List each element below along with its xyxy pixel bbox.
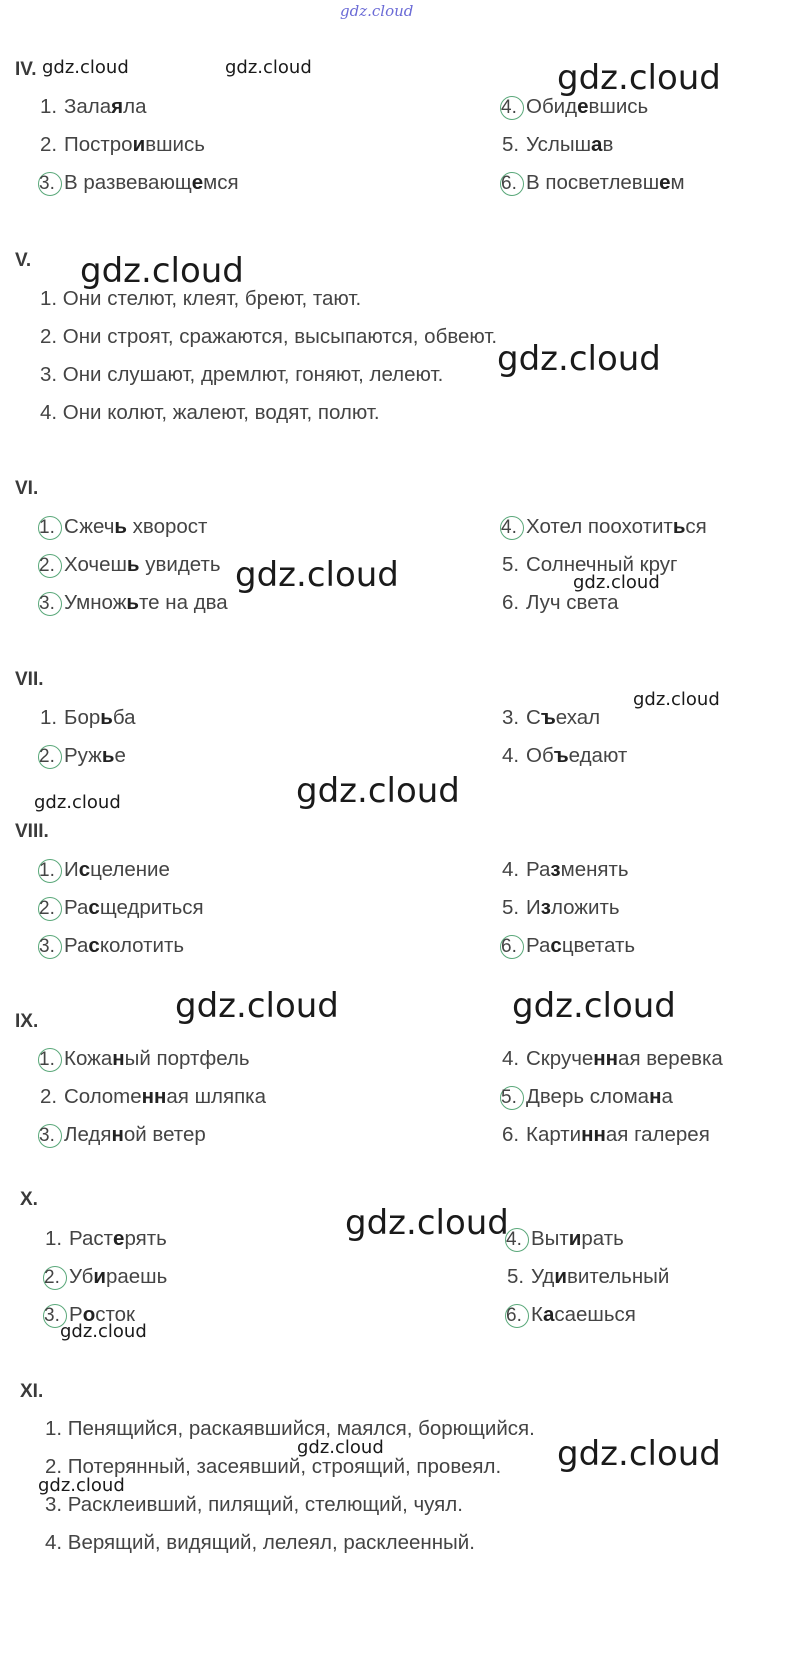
watermark: gdz.cloud (296, 771, 460, 811)
highlighted-letter: ъ (540, 706, 556, 729)
item-text: Раст (69, 1227, 114, 1250)
answer-item (502, 133, 613, 157)
item-text: м (670, 171, 685, 194)
highlighted-letter: ь (672, 515, 686, 538)
section-v-line-3: 3. Они слушают, дремлют, гоняют, лелеют. (40, 363, 444, 386)
circled-number: 1. (38, 859, 62, 883)
highlighted-letter: нн (593, 1047, 619, 1070)
watermark: gdz.cloud (42, 57, 129, 78)
highlighted-letter: н (111, 1123, 124, 1146)
item-text: цветать (561, 934, 636, 957)
answer-item (40, 171, 239, 196)
answer-item (40, 706, 136, 730)
item-text: Хочеш (64, 553, 127, 576)
item-text: вительный (567, 1265, 670, 1288)
item-text: Солнечный круг (526, 553, 678, 576)
item-text: рять (124, 1227, 167, 1250)
circled-number: 2. (43, 1266, 67, 1290)
circled-number: 2. (38, 897, 62, 921)
circled-number: 1. (38, 1048, 62, 1072)
watermark: gdz.cloud (80, 251, 244, 291)
item-text: Ледя (64, 1123, 112, 1146)
watermark: gdz.cloud (512, 986, 676, 1026)
item-number: 1. (40, 706, 58, 729)
item-text: мся (203, 171, 239, 194)
item-text: ла (123, 95, 147, 118)
item-number: 4. (502, 744, 520, 767)
watermark: gdz.cloud (573, 572, 660, 593)
watermark: gdz.cloud (38, 1475, 125, 1496)
item-text: е (114, 744, 126, 767)
answer-item (502, 515, 707, 540)
highlighted-letter: с (88, 934, 100, 957)
highlighted-letter: з (550, 858, 561, 881)
highlighted-letter: з (540, 896, 551, 919)
answer-item (507, 1227, 624, 1252)
answer-item (40, 858, 170, 883)
item-number: 5. (502, 896, 520, 919)
watermark: gdz.cloud (557, 1434, 721, 1474)
item-text: Кожа (64, 1047, 113, 1070)
item-text: Р (69, 1303, 83, 1326)
circled-number: 5. (500, 1086, 524, 1110)
item-text: Об (526, 744, 554, 767)
answer-item (45, 1303, 135, 1328)
highlighted-letter: и (568, 1227, 582, 1250)
watermark: gdz.cloud (34, 792, 121, 813)
item-number: 2. (40, 1085, 58, 1108)
circled-number: 2. (38, 745, 62, 769)
answer-item (502, 706, 600, 730)
answer-item (502, 171, 685, 196)
item-text: вшись (588, 95, 649, 118)
section-v-line-1: 1. Они стелют, клеят, бреют, тают. (40, 287, 362, 310)
item-number: 2. (40, 133, 58, 156)
item-text: Сжеч (64, 515, 115, 538)
circled-number: 3. (38, 172, 62, 196)
item-number: 1. (45, 1227, 63, 1250)
circled-number: 4. (505, 1228, 529, 1252)
highlighted-letter: ь (126, 553, 140, 576)
highlighted-letter: ь (114, 515, 127, 538)
highlighted-letter: и (554, 1265, 567, 1288)
item-text: Ра (526, 934, 551, 957)
item-text: ая веревка (618, 1047, 723, 1070)
circled-number: 3. (38, 1124, 62, 1148)
highlighted-letter: ь (100, 706, 113, 729)
item-text: а (661, 1085, 673, 1108)
item-text: В развевающ (64, 171, 192, 194)
item-number: 6. (502, 591, 520, 614)
item-text: саешься (554, 1303, 636, 1326)
section-label-vi: VI. (15, 478, 39, 499)
highlighted-letter: е (191, 171, 204, 194)
item-text: Постро (64, 133, 133, 156)
item-number: 5. (502, 553, 520, 576)
header-watermark: gdz.cloud (340, 2, 414, 20)
answer-item (502, 95, 648, 120)
circled-number: 2. (38, 554, 62, 578)
highlighted-letter: е (113, 1227, 125, 1250)
item-text: щедриться (99, 896, 204, 919)
circled-number: 3. (38, 592, 62, 616)
circled-number: 6. (500, 935, 524, 959)
highlighted-letter: и (132, 133, 146, 156)
item-text: И (64, 858, 79, 881)
answer-item (40, 934, 184, 959)
item-text: Зала (64, 95, 112, 118)
answer-item (40, 591, 228, 616)
item-text: едают (568, 744, 628, 767)
item-number: 5. (502, 133, 520, 156)
answer-item (40, 515, 207, 540)
watermark: gdz.cloud (497, 339, 661, 379)
item-number: 4. (502, 858, 520, 881)
circled-number: 6. (500, 172, 524, 196)
answer-item (502, 744, 627, 768)
highlighted-letter: н (112, 1047, 125, 1070)
highlighted-letter: е (659, 171, 671, 194)
circled-number: 3. (43, 1304, 67, 1328)
highlighted-letter: и (93, 1265, 106, 1288)
item-text: вшись (145, 133, 205, 156)
answer-item (40, 1085, 266, 1109)
item-text: ехал (555, 706, 601, 729)
section-label-ix: IX. (15, 1011, 39, 1032)
watermark: gdz.cloud (297, 1437, 384, 1458)
answer-item (502, 591, 619, 615)
item-text: Ра (526, 858, 551, 881)
answer-item (40, 1047, 250, 1072)
answer-item (45, 1265, 167, 1290)
section-label-viii: VIII. (15, 821, 49, 842)
highlighted-letter: ъ (553, 744, 569, 767)
item-text: Уд (531, 1265, 555, 1288)
item-number: 3. (502, 706, 520, 729)
highlighted-letter: нн (581, 1123, 606, 1146)
watermark: gdz.cloud (633, 689, 720, 710)
item-number: 1. (40, 95, 58, 118)
answer-item (40, 896, 204, 921)
watermark: gdz.cloud (235, 555, 399, 595)
answer-item (502, 858, 629, 882)
section-label-vii: VII. (15, 669, 44, 690)
answer-item (502, 896, 620, 920)
circled-number: 4. (500, 516, 524, 540)
highlighted-letter: я (111, 95, 124, 118)
highlighted-letter: а (542, 1303, 555, 1326)
item-number: 4. (502, 1047, 520, 1070)
item-text: И (526, 896, 541, 919)
item-text: В посветлевш (526, 171, 660, 194)
answer-item (507, 1303, 636, 1328)
section-xi-line-2: 2. Потерянный, засеявший, строящий, провеял. (45, 1455, 502, 1478)
item-text: Руж (64, 744, 102, 767)
section-label-xi: XI. (20, 1381, 44, 1402)
item-text: Уб (69, 1265, 94, 1288)
item-text: Бор (64, 706, 101, 729)
watermark: gdz.cloud (175, 986, 339, 1026)
highlighted-letter: н (649, 1085, 662, 1108)
item-text: Хотел поохотит (526, 515, 673, 538)
item-text: К (531, 1303, 543, 1326)
highlighted-letter: о (82, 1303, 96, 1326)
item-text: Дверь слома (526, 1085, 650, 1108)
item-text: Скруче (526, 1047, 594, 1070)
watermark: gdz.cloud (345, 1203, 509, 1243)
item-text: хворост (126, 515, 208, 538)
answer-item (45, 1227, 167, 1251)
answer-item (40, 744, 126, 769)
item-text: колотить (99, 934, 185, 957)
watermark: gdz.cloud (225, 57, 312, 78)
item-text: ая галерея (605, 1123, 710, 1146)
highlighted-letter: ь (126, 591, 140, 614)
answer-item (40, 95, 147, 119)
watermark: gdz.cloud (557, 58, 721, 98)
circled-number: 1. (38, 516, 62, 540)
answer-item (507, 1265, 669, 1289)
item-number: 6. (502, 1123, 520, 1146)
item-text: Услыш (526, 133, 592, 156)
item-text: менять (560, 858, 629, 881)
item-text: С (526, 706, 541, 729)
answer-item (502, 1123, 710, 1147)
item-text: ой ветер (123, 1123, 206, 1146)
highlighted-letter: с (88, 896, 100, 919)
section-xi-line-3: 3. Расклеивший, пилящий, стелющий, чуял. (45, 1493, 463, 1516)
watermark: gdz.cloud (60, 1321, 147, 1342)
item-text: Ра (64, 934, 89, 957)
answer-item (502, 553, 678, 577)
circled-number: 3. (38, 935, 62, 959)
highlighted-letter: е (577, 95, 589, 118)
highlighted-letter: ь (101, 744, 115, 767)
answer-item (502, 1085, 673, 1110)
item-text: сток (95, 1303, 135, 1326)
item-text: раешь (105, 1265, 168, 1288)
item-text: Луч света (526, 591, 619, 614)
circled-number: 6. (505, 1304, 529, 1328)
item-text: те на два (139, 591, 228, 614)
item-text: целение (90, 858, 170, 881)
answer-item (40, 1123, 206, 1148)
item-text: ложить (550, 896, 620, 919)
highlighted-letter: нн (141, 1085, 167, 1108)
item-text: Умнож (64, 591, 127, 614)
highlighted-letter: с (78, 858, 91, 881)
item-text: ый портфель (124, 1047, 250, 1070)
item-text: ся (685, 515, 707, 538)
item-text: Выт (531, 1227, 569, 1250)
answer-item (40, 553, 221, 578)
section-label-iv: IV. (15, 59, 37, 80)
answer-item (502, 1047, 723, 1071)
circled-number: 4. (500, 96, 524, 120)
highlighted-letter: а (591, 133, 603, 156)
section-label-x: X. (20, 1189, 38, 1210)
item-text: ба (112, 706, 136, 729)
item-text: Ра (64, 896, 89, 919)
item-number: 5. (507, 1265, 525, 1288)
item-text: увидеть (139, 553, 221, 576)
item-text: в (602, 133, 614, 156)
section-xi-line-1: 1. Пенящийся, раскаявшийся, маялся, борющийся. (45, 1417, 535, 1440)
item-text: Обид (526, 95, 578, 118)
section-v-line-4: 4. Они колют, жалеют, водят, полют. (40, 401, 380, 424)
item-text: ая шляпка (166, 1085, 267, 1108)
section-label-v: V. (15, 250, 32, 271)
answer-item (502, 934, 635, 959)
section-v-line-2: 2. Они строят, сражаются, высыпаются, обвеют. (40, 325, 498, 348)
item-text: Карти (526, 1123, 582, 1146)
answer-item (40, 133, 205, 157)
item-text: рать (581, 1227, 624, 1250)
section-xi-line-4: 4. Верящий, видящий, лелеял, расклеенный. (45, 1531, 475, 1554)
highlighted-letter: с (550, 934, 562, 957)
item-text: Солome (64, 1085, 142, 1108)
